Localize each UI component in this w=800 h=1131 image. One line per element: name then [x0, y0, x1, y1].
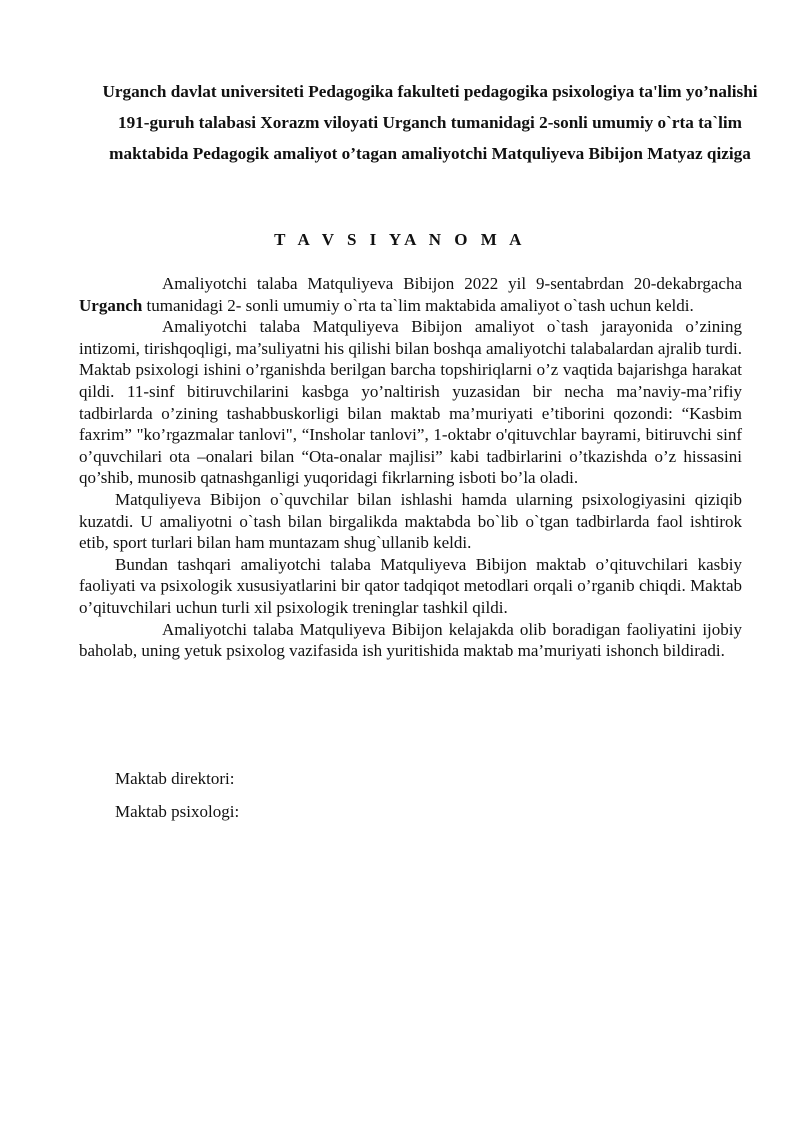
- paragraph-1-bold-word: Urganch: [79, 295, 143, 315]
- paragraph-1-start: Amaliyotchi talaba Matquliyeva Bibijon 2022 yil 9-sentabrdan 20-dekabrgacha: [162, 274, 742, 293]
- document-body: [79, 273, 742, 662]
- director-signature-label: Maktab direktori:: [115, 769, 235, 788]
- psychologist-signature-label: Maktab psixologi:: [115, 802, 240, 821]
- paragraph-3: Matquliyeva Bibijon o`quvchilar bilan ishlashi hamda ularning psixologiyasini qiziqib kuzatdi. U amaliyotni o`tash bilan birgalikda maktabda bo`lib o`tgan tadbirlarda faol ishtirok etib, sport turlari bilan ham muntazam shug`ullanib keldi.: [79, 489, 742, 553]
- document-title: T A V S I YA N O M A: [274, 230, 526, 249]
- paragraph-5: Amaliyotchi talaba Matquliyeva Bibijon kelajakda olib boradigan faoliyatini ijobiy baholab, uning yetuk psixolog vazifasida ish yuritishida maktab ma’muriyati ishonch bildiradi.: [79, 619, 742, 661]
- paragraph-4: Bundan tashqari amaliyotchi talaba Matquliyeva Bibijon maktab o’qituvchilari kasbiy faoliyati va psixologik xususiyatlarini bir qator tadqiqot metodlari orqali o’rganib chiqdi. Maktab o’qituvchilari uchun turli xil psixologik treninglar tashkil qildi.: [79, 554, 742, 617]
- paragraph-1: [79, 273, 742, 316]
- document-header: Urganch davlat universiteti Pedagogika fakulteti pedagogika psixologiya ta'lim yo’nalishi 191-guruh talabasi Xorazm viloyati Urganch tumanidagi 2-sonli umumiy o`rta ta`lim maktabida Pedagogik amaliyot o’tagan amaliyotchi Matquliyeva Bibijon Matyaz qiziga: [102, 82, 758, 163]
- paragraph-1-end: tumanidagi 2- sonli umumiy o`rta ta`lim maktabida amaliyot o`tash uchun keldi.: [142, 295, 694, 315]
- paragraph-2: Amaliyotchi talaba Matquliyeva Bibijon amaliyot o`tash jarayonida o’zining intizomi, tirishqoqligi, ma’suliyatni his qilishi bilan boshqa amaliyotchi talabalardan ajralib turdi. Maktab psixologi ishini o’rganishda berilgan barcha topshiriqlarni o’z vaqtida bajarishga harakat qildi. 11-sinf bitiruvchilarini kasbga yo’naltirish yuzasidan bir necha ma’naviy-ma’rifiy tadbirlarda o’zining tashabbuskorligi bilan maktab ma’muriyati e’tiborini qozondi: “Kasbim faxrim” "ko’rgazmalar tanlovi", “Insholar tanlovi”, 1-oktabr o'qituvchlar bayrami, bitiruvchi sinf o’quvchilari ota –onalari bilan “Ota-onalar majlisi” kabi tadbirlarini o’tkazishda o’z hissasini qo’shib, munosib qatnashganligi yuqoridagi fikrlarning isboti bo’la oladi.: [79, 317, 742, 488]
